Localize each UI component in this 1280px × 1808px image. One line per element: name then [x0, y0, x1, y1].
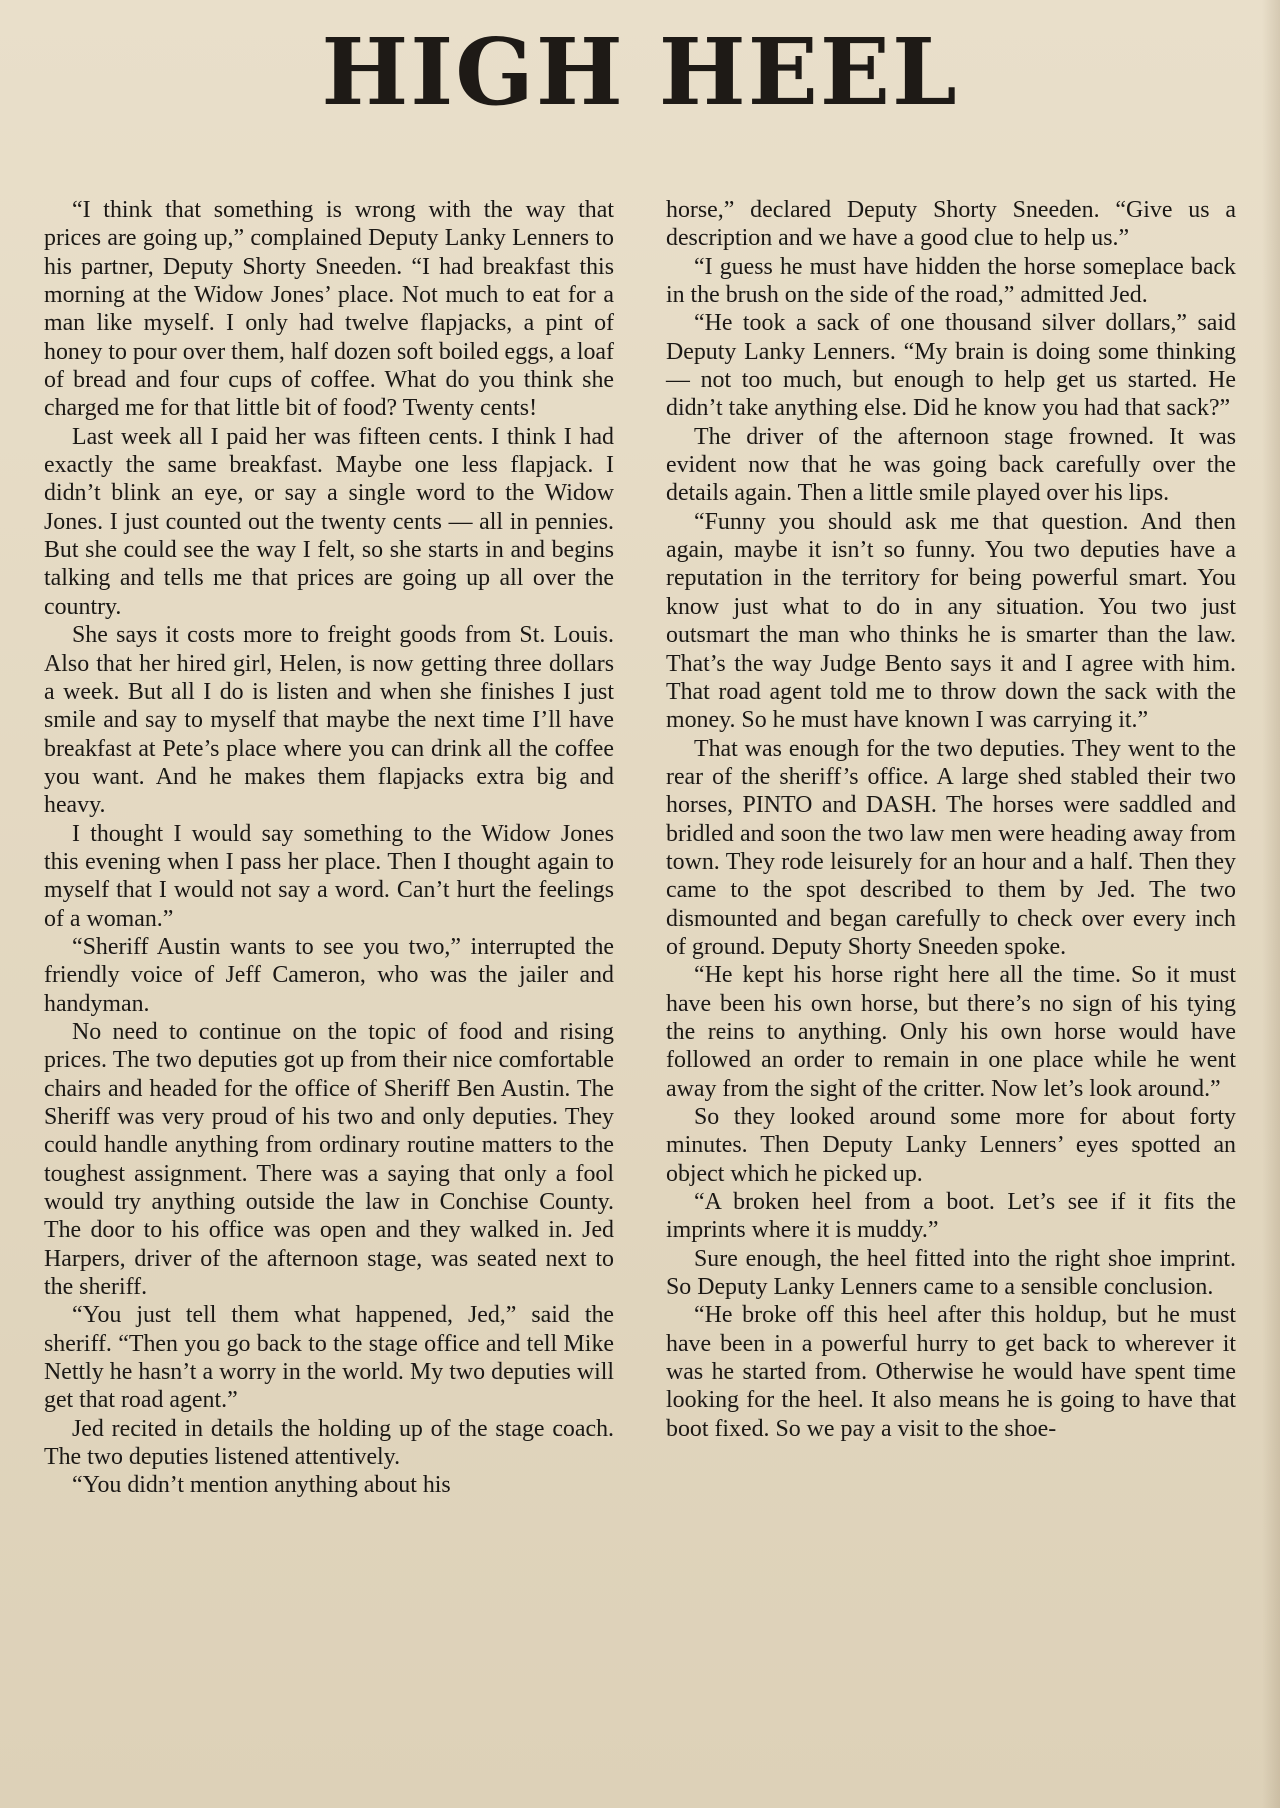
- story-title: HIGH HEEL: [321, 18, 959, 126]
- paragraph: The driver of the afternoon stage frowned. It was evident now that he was going back carefully over the details again. Then a little smile played over his lips.: [666, 423, 1236, 507]
- paragraph: No need to continue on the topic of food and rising prices. The two deputies got up from their nice comfortable chairs and headed for the office of Sheriff Ben Austin. The Sheriff was very proud of his two and only deputies. They could handle anything from ordinary routine matters to the toughest assignment. There was a saying that only a fool would try anything outside the law in Conchise County. The door to his office was open and they walked in. Jed Harpers, driver of the afternoon stage, was seated next to the sheriff.: [44, 1018, 614, 1301]
- paragraph: “He broke off this heel after this holdup, but he must have been in a powerful hurry to get back to wherever it was he started from. Otherwise he would have spent time looking for the heel. It also means he is going to have that boot fixed. So we pay a visit to the shoe-: [666, 1302, 1236, 1442]
- paragraph: She says it costs more to freight goods from St. Louis. Also that her hired girl, Helen, is now getting three dollars a week. But all I do is listen and when she finishes I just smile and say to myself that maybe the next time I’ll have breakfast at Pete’s place where you can drink all the coffee you want. And he makes them flapjacks extra big and heavy.: [44, 622, 614, 819]
- paragraph: So they looked around some more for about forty minutes. Then Deputy Lanky Lenners’ eyes spotted an object which he picked up.: [666, 1104, 1236, 1187]
- paragraph: Last week all I paid her was fifteen cents. I think I had exactly the same breakfast. Maybe one less flapjack. I didn’t blink an eye, or say a single word to the Widow Jones. I just counted out the twenty cents — all in pennies. But she could see the way I felt, so she starts in and begins talking and tells me that prices are going up all over the country.: [44, 423, 614, 620]
- paragraph: horse,” declared Deputy Shorty Sneeden. “Give us a description and we have a good clue to help us.”: [666, 197, 1236, 252]
- paragraph: Sure enough, the heel fitted into the right shoe imprint. So Deputy Lanky Lenners came to a sensible conclusion.: [666, 1245, 1236, 1301]
- left-column: [44, 196, 614, 1500]
- paragraph: “Funny you should ask me that question. And then again, maybe it isn’t so funny. You two deputies have a reputation in the territory for being powerful smart. You know just what to do in any situation. You two just outsmart the man who thinks he is smarter than the law. That’s the way Judge Bento says it and I agree with him. That road agent told me to throw down the sack with the money. So he must have known I was carrying it.”: [666, 508, 1236, 734]
- page-edge-shadow: [1262, 0, 1280, 1808]
- paragraph: “I think that something is wrong with the way that prices are going up,” complained Deputy Lanky Lenners to his partner, Deputy Shorty Sneeden. “I had breakfast this morning at the Widow Jones’ place. Not much to eat for a man like myself. I only had twelve flapjacks, a pint of honey to pour over them, half dozen soft boiled eggs, a loaf of bread and four cups of coffee. What do you think she charged me for that little bit of food? Twenty cents!: [44, 197, 614, 422]
- paragraph: That was enough for the two deputies. They went to the rear of the sheriff’s office. A large shed stabled their two horses, PINTO and DASH. The horses were saddled and bridled and soon the two law men were heading away from town. They rode leisurely for an hour and a half. Then they came to the spot described to them by Jed. The two dismounted and began carefully to check over every inch of ground. Deputy Shorty Sneeden spoke.: [666, 735, 1236, 960]
- paragraph: “Sheriff Austin wants to see you two,” interrupted the friendly voice of Jeff Cameron, who was the jailer and handyman.: [44, 933, 614, 1017]
- paragraph: “A broken heel from a boot. Let’s see if it fits the imprints where it is muddy.”: [666, 1189, 1236, 1244]
- paragraph: “I guess he must have hidden the horse someplace back in the brush on the side of the road,” admitted Jed.: [666, 253, 1236, 309]
- paragraph: I thought I would say something to the Widow Jones this evening when I pass her place. Then I thought again to myself that I would not say a word. Can’t hurt the feelings of a woman.”: [44, 820, 614, 932]
- paragraph: Jed recited in details the holding up of the stage coach. The two deputies listened attentively.: [44, 1415, 614, 1471]
- right-column: [666, 196, 1236, 1443]
- paragraph: “He took a sack of one thousand silver dollars,” said Deputy Lanky Lenners. “My brain is doing some thinking — not too much, but enough to help get us started. He didn’t take anything else. Did he know you had that sack?”: [666, 310, 1236, 422]
- paragraph: “You just tell them what happened, Jed,” said the sheriff. “Then you go back to the stage office and tell Mike Nettly he hasn’t a worry in the world. My two deputies will get that road agent.”: [44, 1302, 614, 1414]
- paragraph: “He kept his horse right here all the time. So it must have been his own horse, but there’s no sign of his tying the reins to anything. Only his own horse would have followed an order to remain in one place while he went away from the sight of the critter. Now let’s look around.”: [666, 962, 1236, 1102]
- paragraph: “You didn’t mention anything about his: [72, 1472, 451, 1499]
